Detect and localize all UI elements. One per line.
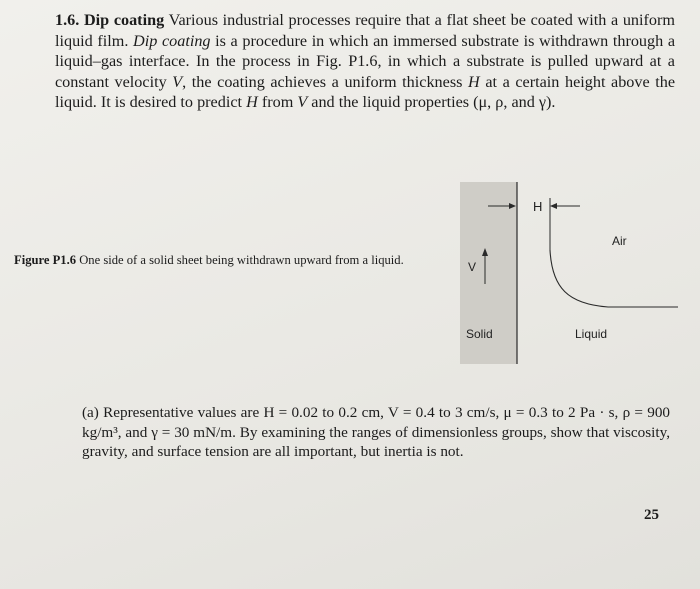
problem-statement <box>55 10 675 113</box>
figure-label: Figure P1.6 <box>14 253 77 267</box>
label-v: V <box>468 260 477 274</box>
symbol-h-2: H <box>246 93 258 111</box>
problem-sentence-4: at a certain height above the liquid. It is desired to predict <box>55 72 676 111</box>
liquid-meniscus <box>550 250 678 307</box>
dip-coating-figure <box>440 180 690 365</box>
figure-caption <box>14 252 434 268</box>
part-a-text: H = 0.02 to 0.2 cm, V = 0.4 to 3 cm/s, μ = 0.3 to 2 Pa · s, ρ = 900 kg/m³, and γ = 30 mN/m. By examining the ranges of dimensionless groups, show that viscosity, gravity, and surface tension are all important, but inertia is not. <box>82 404 671 460</box>
part-a-prefix: (a) Representative values are <box>82 404 260 421</box>
page-number: 25 <box>644 507 659 523</box>
problem-sentence-3: , the coating achieves a uniform thickness <box>182 72 463 91</box>
label-solid: Solid <box>466 327 493 341</box>
figure-caption-text: One side of a solid sheet being withdrawn upward from a liquid. <box>79 253 404 267</box>
problem-sentence-6: and the liquid properties (μ, ρ, and γ). <box>311 93 556 111</box>
part-a <box>82 403 670 462</box>
problem-sentence-5: from <box>261 93 294 111</box>
problem-number: 1.6. <box>55 11 80 29</box>
problem-sentence-2: is a procedure in which an immersed substrate is withdrawn through a liquid–gas interface. In the process in Fig. P1.6, in which a substrate is pulled upward at a constant velocity <box>55 31 676 91</box>
label-liquid: Liquid <box>575 327 608 341</box>
label-h: H <box>533 199 543 214</box>
problem-term: Dip coating <box>133 31 211 50</box>
symbol-v-2: V <box>297 93 308 111</box>
h-right-arrowhead <box>550 203 557 209</box>
symbol-h: H <box>468 72 480 91</box>
label-air: Air <box>612 234 627 248</box>
symbol-v: V <box>172 72 183 91</box>
problem-title: Dip coating <box>83 11 165 29</box>
problem-sentence-1: Various industrial processes require that a flat sheet be coated with a uniform liquid film. <box>55 11 675 50</box>
